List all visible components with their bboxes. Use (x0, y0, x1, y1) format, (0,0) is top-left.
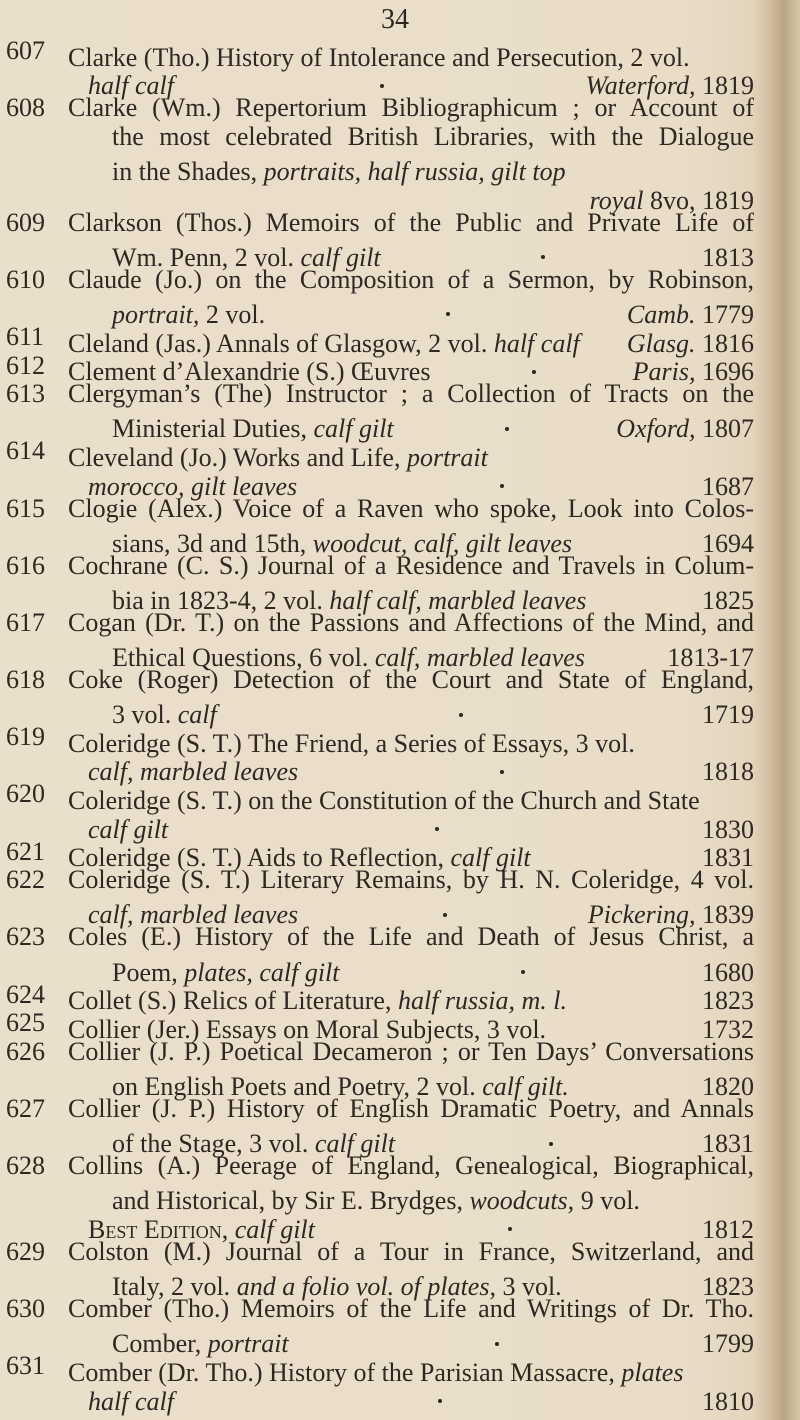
lot-number: 631 (6, 1351, 45, 1381)
lot-number: 617 (6, 607, 45, 637)
leader-space (394, 409, 617, 438)
entry-line (6, 1095, 754, 1124)
leader-space (569, 1066, 702, 1095)
text-segment: Pickering, (587, 900, 696, 930)
lot-number: 627 (6, 1093, 45, 1123)
entry-line (6, 1351, 754, 1387)
text-segment: calf, marbled leaves (88, 900, 299, 930)
text-segment: 1825 (702, 585, 754, 615)
entry-description (68, 866, 754, 895)
entry-line (6, 836, 754, 873)
text-segment: Cochrane (C. S.) Journal of a Residence and Travels in Colum- (68, 551, 754, 580)
text-segment: 2 vol. (199, 299, 266, 329)
entry-line (6, 580, 754, 615)
text-segment: calf gilt (88, 814, 169, 844)
text-segment: 1831 (702, 1129, 754, 1159)
text-segment: 1823 (702, 986, 754, 1016)
text-segment: 1680 (702, 957, 754, 987)
entry-line (6, 779, 754, 816)
text-segment: Cleveland (Jo.) Works and Life, (68, 442, 407, 472)
lot-number: 618 (6, 665, 45, 695)
catalogue-entry (6, 493, 754, 558)
text-segment: half calf, marbled leaves (329, 585, 587, 615)
lot-number: 624 (6, 979, 45, 1009)
text-segment: 1810 (702, 1386, 754, 1416)
leader-space (683, 1352, 754, 1381)
leader-dot (459, 713, 463, 717)
catalogue-entry (6, 836, 754, 873)
entry-description (68, 1295, 754, 1324)
leader-space (265, 294, 627, 323)
entry-line (6, 866, 754, 895)
leader-space (566, 151, 754, 180)
leader-space (430, 352, 632, 381)
text-segment: Paris, (632, 357, 696, 387)
text-segment: woodcut, calf, gilt leaves (312, 528, 572, 558)
entry-description (68, 495, 754, 524)
lot-number: 607 (6, 36, 45, 65)
entry-description (68, 209, 754, 238)
text-segment: Coleridge (S. T.) The Friend, a Series of Essays, 3 vol. (68, 728, 635, 758)
text-segment: calf (177, 700, 217, 730)
entry-line (6, 1238, 754, 1267)
entry-line (6, 1267, 754, 1302)
lot-number: 620 (6, 779, 45, 809)
catalogue-entry (6, 264, 754, 329)
leader-space (174, 66, 586, 95)
text-segment: Clarke (Tho.) History of Intolerance and Persecution, 2 vol. (68, 42, 690, 72)
catalogue-entry (6, 722, 754, 787)
text-segment: woodcuts, (469, 1186, 575, 1216)
imprint-date (702, 1388, 754, 1417)
leader-space (700, 780, 754, 809)
text-segment: Italy, 2 vol. (112, 1272, 237, 1302)
text-segment: calf gilt (300, 242, 381, 272)
leader-space (168, 809, 702, 838)
entry-line (6, 1324, 754, 1359)
text-segment: half calf (493, 328, 580, 358)
entry-line (6, 409, 754, 444)
text-segment: Ethical Questions, 6 vol. (112, 643, 375, 673)
leader-dot (380, 84, 384, 88)
text-segment: Camb. (626, 299, 696, 329)
lot-number: 612 (6, 350, 45, 380)
entry-line (6, 209, 754, 238)
lot-number: 608 (6, 93, 45, 123)
entry-description (68, 1238, 754, 1267)
entry-description (68, 1152, 754, 1181)
leader-space (690, 37, 754, 66)
lot-number: 630 (6, 1294, 45, 1324)
text-segment: Glasg. (626, 328, 696, 358)
lot-number: 622 (6, 865, 45, 895)
text-segment: Comber (Tho.) Memoirs of the Life and Writings of Dr. Tho. (68, 1295, 754, 1324)
text-segment: Ministerial Duties, (112, 414, 314, 444)
text-segment: plates, calf gilt (184, 957, 340, 987)
lot-number: 626 (6, 1036, 45, 1066)
catalogue-entry (6, 1351, 754, 1416)
text-segment: 3 vol. (112, 700, 178, 730)
text-segment: Coke (Roger) Detection of the Court and State of England, (68, 666, 754, 695)
page-number: 34 (381, 4, 409, 35)
text-segment: calf, marbled leaves (374, 643, 585, 673)
text-segment: calf gilt (228, 1214, 315, 1244)
leader-space (562, 1267, 702, 1296)
text-segment: half calf (88, 71, 174, 101)
entry-line (6, 94, 754, 123)
leader-dot (495, 1342, 499, 1346)
text-segment: 8vo, 1819 (643, 185, 754, 215)
leader-space (395, 1124, 702, 1153)
catalogue-entry (6, 1036, 754, 1101)
leader-space (289, 1324, 702, 1353)
text-segment: 1799 (702, 1329, 754, 1359)
text-segment: 1719 (702, 700, 754, 730)
entry-description (68, 380, 754, 409)
entry-line (6, 151, 754, 186)
catalogue-entry (6, 436, 754, 501)
catalogue-entry (6, 1008, 754, 1044)
entry-line (6, 380, 754, 409)
lot-number: 610 (6, 264, 45, 294)
lot-number: 616 (6, 550, 45, 580)
text-segment: royal (589, 185, 644, 215)
text-segment: 1839 (695, 900, 754, 930)
text-segment: Best Edition, (88, 1214, 229, 1244)
leader-space (586, 580, 702, 609)
catalogue-entry (6, 1294, 754, 1359)
entry-description (68, 666, 754, 695)
text-segment: Wm. Penn, 2 vol. (112, 242, 301, 272)
lot-number: 625 (6, 1008, 45, 1038)
leader-dot (438, 1399, 442, 1403)
lot-number: 628 (6, 1151, 45, 1181)
leader-dot (505, 427, 509, 431)
text-segment: 1779 (695, 299, 754, 329)
entry-line (6, 952, 754, 987)
lot-number: 614 (6, 436, 45, 466)
text-segment: on English Poets and Poetry, 2 vol. (112, 1071, 483, 1101)
entry-line (6, 637, 754, 673)
text-segment: Clement d’Alexandrie (S.) Œuvres (68, 357, 431, 387)
text-segment: 1816 (695, 328, 754, 358)
catalogue-entry (6, 321, 754, 358)
leader-dot (435, 827, 439, 831)
entry-description (68, 1038, 754, 1067)
lot-number: 621 (6, 836, 45, 866)
entry-line (6, 321, 754, 358)
text-segment: 3 vol. (495, 1272, 562, 1302)
text-segment: 1687 (702, 471, 754, 501)
entry-line (6, 695, 754, 730)
text-segment: calf gilt (450, 843, 531, 873)
text-segment: and a folio vol. of plates, (236, 1272, 496, 1302)
text-segment: calf gilt (314, 1129, 396, 1159)
text-segment: 1819 (695, 71, 754, 101)
leader-space (567, 981, 702, 1010)
entry-line (6, 466, 754, 501)
catalogue-entry (6, 779, 754, 844)
leader-dot (521, 970, 525, 974)
text-segment: 1813 (702, 242, 754, 272)
entry-line (6, 1038, 754, 1067)
text-segment: Poem, (112, 957, 185, 987)
lot-number: 629 (6, 1236, 45, 1266)
catalogue-entry (6, 1093, 754, 1159)
entry-description (68, 266, 754, 295)
entry-description (112, 123, 754, 152)
text-segment: Comber (Dr. Tho.) History of the Parisian Massacre, (68, 1357, 622, 1387)
text-segment: Oxford, (616, 414, 696, 444)
text-segment: Clergyman’s (The) Instructor ; a Collection of Tracts on the (68, 380, 754, 409)
entry-line (6, 1295, 754, 1324)
catalogue-entry (6, 1151, 754, 1244)
text-segment: Collier (J. P.) History of English Dramatic Poetry, and Annals (68, 1094, 754, 1123)
text-segment: calf gilt (313, 414, 394, 444)
entry-line (6, 809, 754, 844)
entry-line (6, 294, 754, 329)
catalogue-entry (6, 607, 754, 673)
entry-line (6, 1152, 754, 1181)
text-segment: Clogie (Alex.) Voice of a Raven who spoke, Look into Colos- (68, 494, 754, 523)
text-segment: the most celebrated British Libraries, with the Dialogue (112, 122, 754, 151)
lot-number: 623 (6, 922, 45, 952)
text-segment: Cleland (Jas.) Annals of Glasgow, 2 vol. (68, 328, 494, 358)
leader-space (531, 838, 702, 867)
lot-number: 609 (6, 207, 45, 237)
entry-line (6, 1124, 754, 1159)
leader-space (635, 723, 754, 752)
text-segment: 1694 (702, 528, 754, 558)
entry-description (68, 94, 754, 123)
leader-dot (446, 312, 450, 316)
leader-space (174, 1381, 702, 1410)
text-segment: calf, marbled leaves (88, 757, 299, 787)
text-segment: 1830 (702, 814, 754, 844)
lot-number: 613 (6, 379, 45, 409)
text-segment: 1820 (702, 1071, 754, 1101)
text-segment: 1696 (695, 357, 754, 387)
lot-number: 611 (6, 321, 45, 351)
text-segment: 1813-17 (667, 643, 754, 673)
text-segment: 9 vol. (574, 1186, 640, 1216)
entry-description (68, 1095, 754, 1124)
entry-line (6, 1008, 754, 1044)
entry-line (6, 436, 754, 472)
entry-line (6, 1181, 754, 1216)
leader-dot (549, 1142, 553, 1146)
leader-space (340, 952, 703, 981)
entry-line (6, 979, 754, 1016)
text-segment: Clarkson (Thos.) Memoirs of the Public and Private Life of (68, 208, 754, 237)
lot-number: 615 (6, 493, 45, 523)
text-segment: portrait (207, 1329, 289, 1359)
leader-space (572, 523, 702, 552)
text-segment: 1818 (702, 757, 754, 787)
leader-space (217, 695, 702, 724)
entry-description (68, 923, 754, 952)
text-segment: Coleridge (S. T.) Aids to Reflection, (68, 843, 451, 873)
entry-line (6, 609, 754, 638)
leader-space (381, 237, 702, 266)
catalogue-entry (6, 922, 754, 987)
leader-dot (541, 255, 545, 259)
entry-line (6, 350, 754, 387)
text-segment: 1732 (702, 1014, 754, 1044)
text-segment: Collins (A.) Peerage of England, Genealogical, Biographical, (68, 1152, 754, 1181)
leader-dot (500, 770, 504, 774)
text-segment: Cogan (Dr. T.) on the Passions and Affections of the Mind, and (68, 608, 754, 637)
text-segment: Waterford, (585, 71, 696, 101)
catalogue-list (6, 36, 754, 1416)
entry-description (68, 609, 754, 638)
text-segment: plates (621, 1357, 684, 1387)
catalogue-entry (6, 1236, 754, 1302)
text-segment: Coles (E.) History of the Life and Death of Jesus Christ, a (68, 923, 754, 952)
entry-line (6, 523, 754, 558)
entry-line (6, 1209, 754, 1244)
entry-line (6, 1066, 754, 1101)
entry-description (68, 552, 754, 581)
leader-space (488, 437, 754, 466)
text-segment: portrait (406, 442, 488, 472)
text-segment: Colston (M.) Journal of a Tour in France, Switzerland, and (68, 1237, 754, 1266)
entry-line (6, 123, 754, 152)
text-segment: 1807 (695, 414, 754, 444)
entry-description (88, 1388, 174, 1417)
catalogue-entry (6, 36, 754, 101)
catalogue-entry (6, 350, 754, 387)
leader-dot (508, 1227, 512, 1231)
entry-line (6, 895, 754, 930)
leader-space (640, 1181, 754, 1210)
entry-line (6, 666, 754, 695)
text-segment: Coleridge (S. T.) Literary Remains, by H. N. Coleridge, 4 vol. (68, 866, 754, 895)
leader-space (546, 1009, 702, 1038)
leader-space (585, 637, 667, 666)
leader-space (315, 1209, 702, 1238)
entry-line (6, 36, 754, 72)
text-segment: Clarke (Wm.) Repertorium Bibliographicum ; or Account of (68, 94, 754, 123)
catalogue-entry (6, 379, 754, 444)
leader-space (298, 895, 588, 924)
text-segment: Collier (Jer.) Essays on Moral Subjects, 3 vol. (68, 1014, 547, 1044)
text-segment: bia in 1823-4, 2 vol. (112, 585, 330, 615)
lot-number: 619 (6, 722, 45, 752)
text-segment: half calf (88, 1386, 174, 1416)
text-segment: portraits, half russia, gilt top (263, 156, 566, 186)
leader-dot (443, 913, 447, 917)
catalogue-entry (6, 865, 754, 930)
leader-space (580, 323, 627, 352)
entry-line (6, 1381, 754, 1416)
text-segment: Coleridge (S. T.) on the Constitution of the Church and State (68, 786, 700, 816)
text-segment: in the Shades, (112, 156, 264, 186)
entry-line (6, 266, 754, 295)
leader-space (298, 752, 702, 781)
text-segment: morocco, gilt leaves (88, 471, 298, 501)
text-segment: sians, 3d and 15th, (112, 528, 313, 558)
text-segment: calf gilt. (482, 1071, 569, 1101)
entry-line (6, 722, 754, 758)
text-segment: Claude (Jo.) on the Composition of a Sermon, by Robinson, (68, 265, 754, 294)
entry-line (6, 495, 754, 524)
catalogue-entry (6, 93, 754, 215)
leader-dot (500, 484, 504, 488)
catalogue-entry (6, 550, 754, 615)
text-segment: portrait, (112, 299, 200, 329)
entry-line (6, 923, 754, 952)
leader-space (297, 466, 702, 495)
entry-line (6, 237, 754, 272)
entry-line (6, 66, 754, 101)
text-segment: of the Stage, 3 vol. (112, 1129, 315, 1159)
text-segment: 1812 (702, 1214, 754, 1244)
entry-line (6, 180, 754, 215)
text-segment: Collet (S.) Relics of Literature, (68, 986, 398, 1016)
text-segment: 1831 (702, 843, 754, 873)
text-segment: half russia, m. l. (397, 986, 567, 1016)
entry-line (6, 552, 754, 581)
catalogue-entry (6, 979, 754, 1016)
leader-space (112, 180, 590, 209)
text-segment: 1823 (702, 1272, 754, 1302)
catalogue-entry (6, 207, 754, 272)
catalogue-entry (6, 665, 754, 730)
entry-line (6, 752, 754, 787)
text-segment: Comber, (112, 1329, 208, 1359)
leader-dot (532, 370, 536, 374)
text-segment: Collier (J. P.) Poetical Decameron ; or Ten Days’ Conversations (68, 1037, 754, 1066)
text-segment: and Historical, by Sir E. Brydges, (112, 1186, 470, 1216)
